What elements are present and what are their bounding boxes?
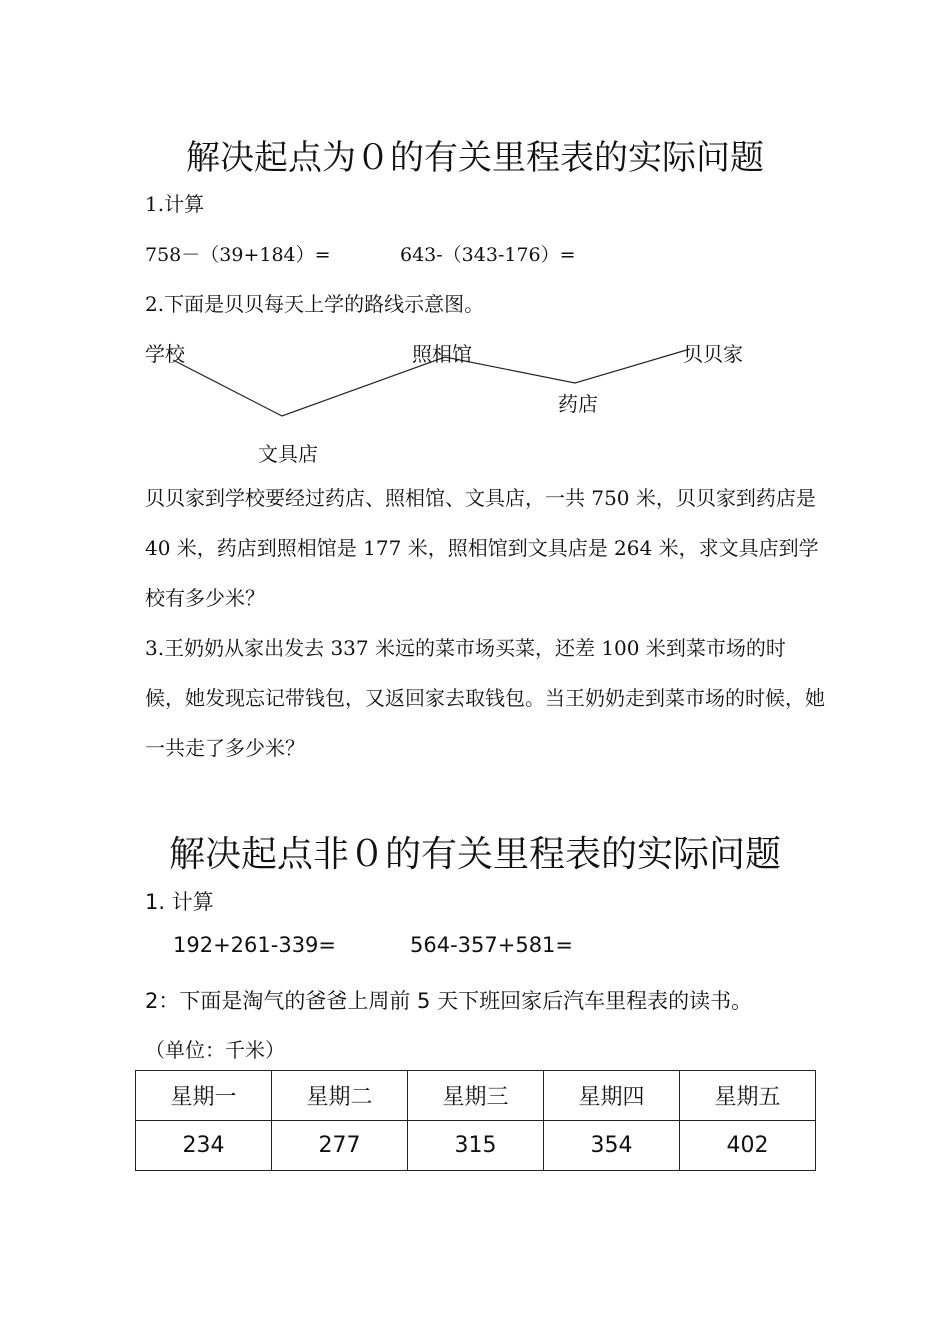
section2-title: 解决起点非０的有关里程表的实际问题 [168,834,781,875]
table-cell: 315 [408,1121,544,1171]
section1-q1-expr-a: 758－（39+184）= [145,244,331,266]
table-header-cell: 星期三 [408,1071,544,1121]
table-cell: 354 [544,1121,680,1171]
route-label-photo-studio: 照相馆 [412,342,472,366]
section2-q1-expr-a: 192+261-339= [173,933,337,957]
section1-q2-text: 贝贝家到学校要经过药店、照相馆、文具店，一共 750 米，贝贝家到药店是 40 米，药店到照相馆是 177 米，照相馆到文具店是 264 米，求文具店到学校有多少米？ [145,486,819,610]
table-header-cell: 星期一 [136,1071,272,1121]
route-label-pharmacy: 药店 [558,392,598,416]
section1-q1-expr-b: 643-（343-176）= [400,244,576,266]
section1-q2-label: 2.下面是贝贝每天上学的路线示意图。 [145,292,485,316]
section2-q1-label: 1. 计算 [145,890,214,914]
table-header-row [136,1071,816,1121]
unit-label: （单位：千米） [145,1038,285,1062]
section1-title: 解决起点为０的有关里程表的实际问题 [186,138,764,178]
table-cell: 402 [680,1121,816,1171]
table-cell: 277 [272,1121,408,1171]
table-header-cell: 星期二 [272,1071,408,1121]
route-label-home: 贝贝家 [683,342,743,366]
route-label-school: 学校 [145,342,185,366]
route-label-stationery: 文具店 [258,442,318,466]
section2-q2-label: 2：下面是淘气的爸爸上周前 5 天下班回家后汽车里程表的读书。 [145,989,753,1013]
table-cell: 234 [136,1121,272,1171]
section2-q1-expr-b: 564-357+581= [410,933,574,957]
table-row [136,1121,816,1171]
section1-q3-text: 3.王奶奶从家出发去 337 米远的菜市场买菜，还差 100 米到菜市场的时候，她发现忘记带钱包，又返回家去取钱包。当王奶奶走到菜市场的时候，她一共走了多少米？ [145,636,825,760]
section1-q1-label: 1.计算 [145,192,205,216]
table-header-cell: 星期四 [544,1071,680,1121]
table-header-cell: 星期五 [680,1071,816,1121]
route-diagram [0,0,950,480]
odometer-table [135,1070,816,1171]
